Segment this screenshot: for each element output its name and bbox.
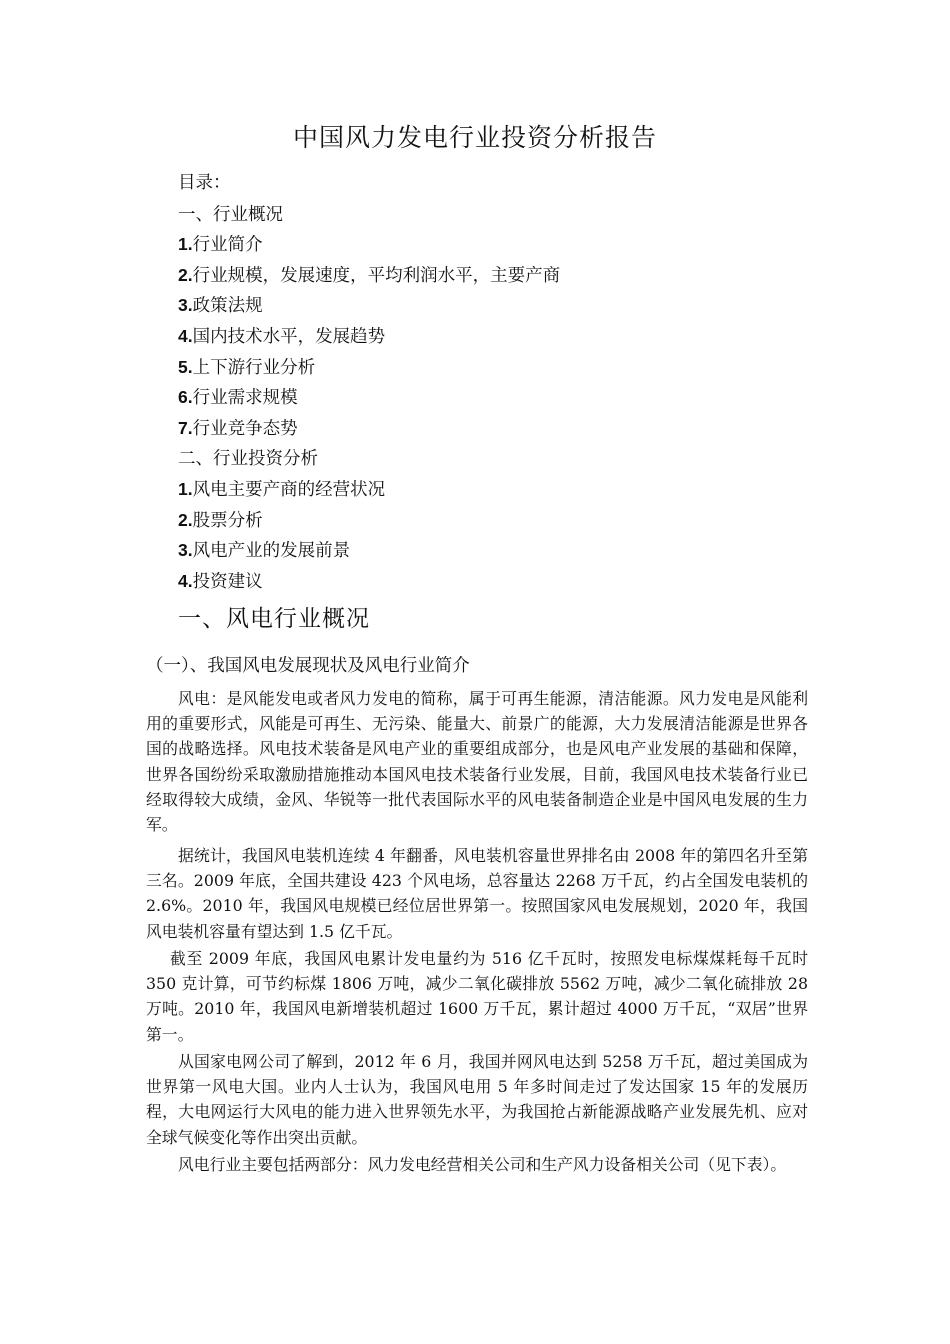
document-title: 中国风力发电行业投资分析报告 <box>292 123 657 152</box>
subsection-heading: （一）、我国风电发展现状及风电行业简介 <box>146 656 470 676</box>
toc-item[interactable] <box>178 260 560 291</box>
toc-item-text: 上下游行业分析 <box>192 357 316 378</box>
toc-item[interactable] <box>178 505 560 536</box>
toc-item-number: 2. <box>178 264 193 285</box>
toc-item-text: 行业竞争态势 <box>192 418 298 439</box>
body-paragraph: 从国家电网公司了解到，2012 年 6 月，我国并网风电达到 5258 万千瓦，超过美国成为世界第一风电大国。业内人士认为，我国风电用 5 年多时间走过了发达国家 15 年的发展历程，大电网运行大风电的能力进入世界领先水平，为我国抢占新能源战略产业发展先机、应对全球气候变化等作出突出贡献。 <box>146 1052 808 1147</box>
toc-item-text: 二、行业投资分析 <box>178 449 318 470</box>
toc-item-number: 7. <box>178 417 193 438</box>
toc-item[interactable] <box>178 321 560 352</box>
toc-item[interactable] <box>178 413 560 444</box>
toc-item-number: 2. <box>178 509 193 530</box>
toc-item[interactable] <box>178 566 560 597</box>
toc-item-number: 4. <box>178 325 193 346</box>
toc-label: 目录： <box>178 173 231 193</box>
toc-item-text: 股票分析 <box>192 510 263 531</box>
toc-item[interactable] <box>178 352 560 383</box>
toc-item-text: 国内技术水平，发展趋势 <box>192 326 386 347</box>
toc-item-number: 1. <box>178 478 193 499</box>
toc-item-text: 风电产业的发展前景 <box>192 541 351 562</box>
toc-item[interactable] <box>178 443 560 474</box>
toc-item-text: 行业需求规模 <box>192 388 298 409</box>
toc-item-text: 风电主要产商的经营状况 <box>192 479 386 500</box>
body-paragraph: 风电：是风能发电或者风力发电的简称，属于可再生能源，清洁能源。风力发电是风能利用的重要形式，风能是可再生、无污染、能量大、前景广的能源，大力发展清洁能源是世界各国的战略选择。风电技术装备是风电产业的重要组成部分，也是风电产业发展的基础和保障，世界各国纷纷采取激励措施推动本国风电技术装备行业发展，目前，我国风电技术装备行业已经取得较大成绩，金风、华锐等一批代表国际水平的风电装备制造企业是中国风电发展的生力军。 <box>146 689 808 835</box>
toc-item-text: 投资建议 <box>192 571 263 592</box>
body-paragraph: 风电行业主要包括两部分：风力发电经营相关公司和生产风力设备相关公司（见下表）。 <box>178 1155 787 1174</box>
toc-item-number: 6. <box>178 387 193 408</box>
toc-item-text: 政策法规 <box>192 296 263 317</box>
table-of-contents <box>178 168 560 596</box>
toc-item[interactable] <box>178 199 560 230</box>
body-paragraph: 据统计，我国风电装机连续 4 年翻番，风电装机容量世界排名由 2008 年的第四名升至第三名。2009 年底，全国共建设 423 个风电场，总容量达 2268 万千瓦，约占全国发电装机的 2.6%。2010 年，我国风电规模已经位居世界第一。按照国家风电发展规划，2020 年，我国风电装机容量有望达到 1.5 亿千瓦。 <box>146 846 808 941</box>
toc-item[interactable] <box>178 290 560 321</box>
toc-item-number: 5. <box>178 356 193 377</box>
toc-item-number: 3. <box>178 540 193 561</box>
section-heading: 一、风电行业概况 <box>178 606 370 632</box>
toc-item-text: 行业规模，发展速度，平均利润水平，主要产商 <box>192 265 561 286</box>
toc-item[interactable] <box>178 382 560 413</box>
toc-item-number: 3. <box>178 295 193 316</box>
toc-item-number: 1. <box>178 234 193 255</box>
toc-item-number: 4. <box>178 570 193 591</box>
toc-item[interactable] <box>178 535 560 566</box>
toc-item-text: 行业简介 <box>192 235 263 256</box>
toc-item-text: 一、行业概况 <box>178 204 283 225</box>
toc-item[interactable] <box>178 229 560 260</box>
body-paragraph: 截至 2009 年底，我国风电累计发电量约为 516 亿千瓦时，按照发电标煤煤耗每千瓦时 350 克计算，可节约标煤 1806 万吨，减少二氧化碳排放 5562 万吨，减少二氧化硫排放 28 万吨。2010 年，我国风电新增装机超过 1600 万千瓦，累计超过 4000 万千瓦，“双居”世界第一。 <box>146 949 808 1044</box>
toc-item[interactable] <box>178 474 560 505</box>
